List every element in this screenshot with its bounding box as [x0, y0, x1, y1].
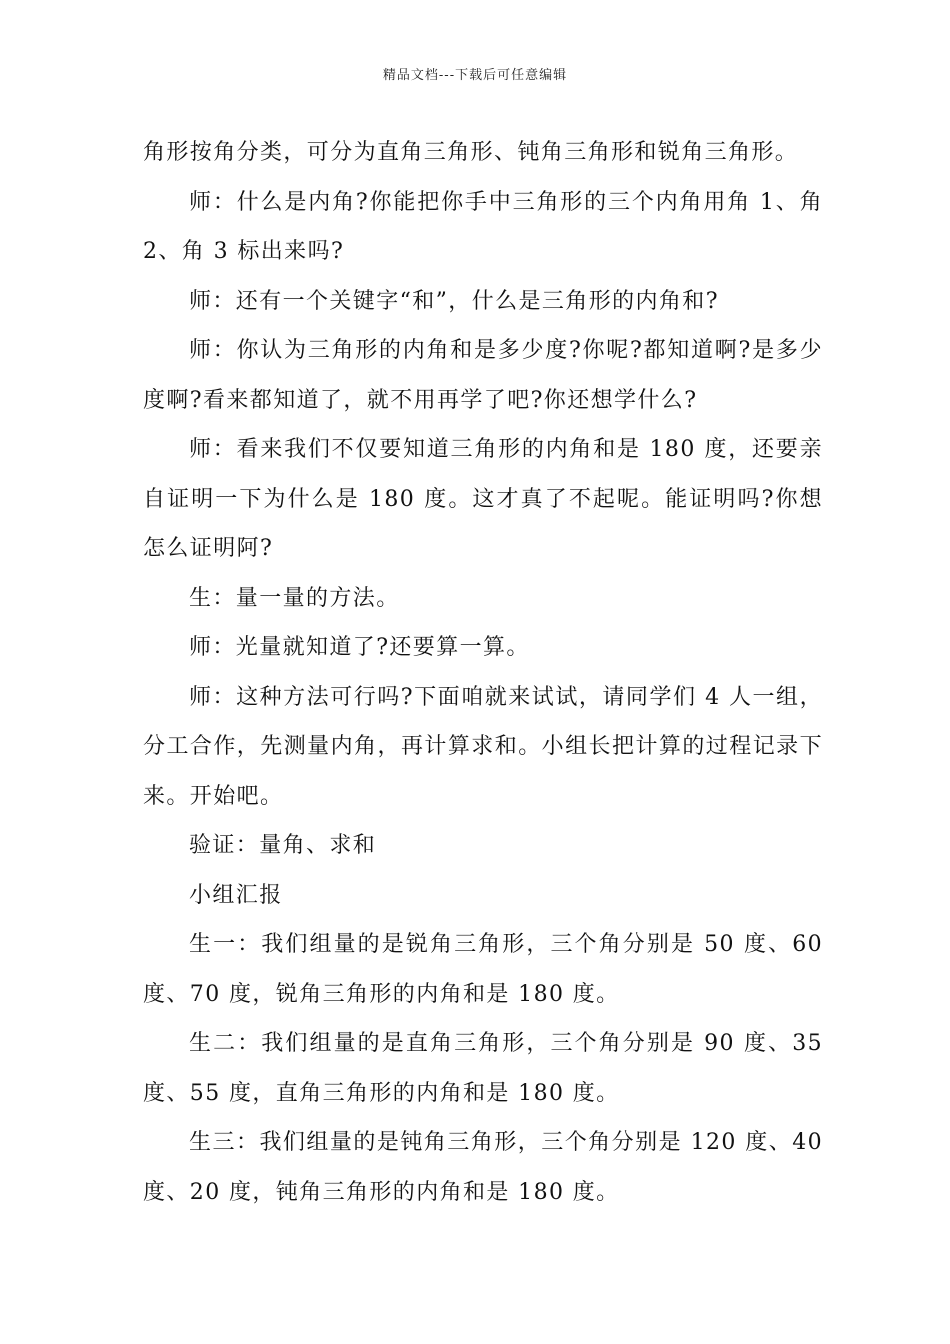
paragraph-9: 验证：量角、求和: [189, 833, 377, 858]
paragraph-1: 角形按角分类，可分为直角三角形、钝角三角形和锐角三角形。: [143, 140, 799, 165]
paragraph-4: 师：你认为三角形的内角和是多少度?你呢?都知道啊?是多少度啊?看来都知道了，就不用再学了吧?你还想学什么?: [143, 338, 823, 413]
page-header: 精品文档---下载后可任意编辑: [382, 68, 568, 83]
paragraph-5: 师：看来我们不仅要知道三角形的内角和是 180 度，还要亲自证明一下为什么是 180 度。这才真了不起呢。能证明吗?你想怎么证明阿?: [143, 437, 823, 561]
paragraph-7: 师：光量就知道了?还要算一算。: [189, 635, 530, 660]
paragraph-11: 生一：我们组量的是锐角三角形，三个角分别是 50 度、60 度、70 度，锐角三角形的内角和是 180 度。: [143, 932, 823, 1007]
paragraph-6: 生：量一量的方法。: [189, 585, 400, 611]
paragraph-12: 生二：我们组量的是直角三角形，三个角分别是 90 度、35 度、55 度，直角三角形的内角和是 180 度。: [143, 1031, 823, 1106]
paragraph-10: 小组汇报: [189, 882, 283, 908]
document-body: [143, 128, 823, 1217]
paragraph-13: 生三：我们组量的是钝角三角形，三个角分别是 120 度、40 度、20 度，钝角三角形的内角和是 180 度。: [143, 1130, 823, 1205]
paragraph-3: 师：还有一个关键字“和”，什么是三角形的内角和?: [189, 288, 719, 314]
paragraph-8: 师：这种方法可行吗?下面咱就来试试，请同学们 4 人一组，分工合作，先测量内角，再计算求和。小组长把计算的过程记录下来。开始吧。: [143, 684, 823, 809]
paragraph-2: 师：什么是内角?你能把你手中三角形的三个内角用角 1、角 2、角 3 标出来吗?: [143, 189, 823, 264]
